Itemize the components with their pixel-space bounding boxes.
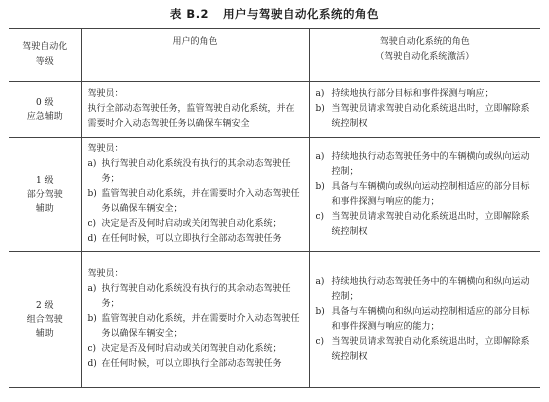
item-text: 执行驾驶自动化系统没有执行的其余动态驾驶任务； bbox=[101, 284, 291, 309]
system-role-item bbox=[316, 87, 535, 102]
user-role-cell bbox=[81, 82, 309, 138]
user-role-item bbox=[88, 157, 303, 187]
item-marker: a) bbox=[87, 284, 97, 294]
system-role-cell bbox=[309, 82, 540, 138]
table-number: 表 B.2 bbox=[169, 7, 210, 21]
header-user-role-text: 用户的角色 bbox=[172, 37, 218, 47]
item-text: 当驾驶员请求驾驶自动化系统退出时，立即解除系统控制权 bbox=[331, 104, 530, 129]
user-role-item bbox=[88, 357, 303, 372]
system-role-item bbox=[316, 210, 535, 240]
item-marker: a) bbox=[87, 159, 97, 169]
item-text: 当驾驶员请求驾驶自动化系统退出时，立即解除系统控制权 bbox=[331, 211, 530, 237]
table-row bbox=[9, 252, 540, 388]
system-role-item bbox=[316, 102, 535, 132]
system-role-item bbox=[316, 305, 535, 335]
user-role-cell bbox=[81, 138, 309, 252]
item-marker: b) bbox=[87, 314, 97, 324]
level-text: 辅助 bbox=[35, 203, 54, 214]
item-marker: a) bbox=[315, 276, 325, 287]
item-text: 执行驾驶自动化系统没有执行的其余动态驾驶任务； bbox=[101, 159, 291, 184]
level-text: 应急辅助 bbox=[26, 111, 63, 122]
item-marker: d) bbox=[87, 359, 97, 369]
level-cell bbox=[9, 82, 81, 138]
system-role-item bbox=[316, 335, 535, 365]
table-body bbox=[9, 82, 540, 388]
header-level bbox=[9, 29, 81, 82]
user-role-item bbox=[88, 312, 303, 342]
item-marker: c) bbox=[315, 336, 325, 347]
item-text: 持续地执行动态驾驶任务中的车辆横向和纵向运动控制； bbox=[331, 276, 530, 302]
header-system-role bbox=[309, 29, 540, 82]
system-role-item bbox=[316, 275, 535, 305]
roles-table bbox=[9, 28, 540, 388]
item-marker: b) bbox=[315, 306, 325, 317]
header-level-line-2: 等级 bbox=[35, 57, 54, 67]
item-text: 在任何时候，可以立即执行全部动态驾驶任务 bbox=[101, 234, 282, 244]
user-role-item bbox=[88, 187, 303, 217]
level-text: 部分驾驶 bbox=[26, 189, 63, 200]
table-row bbox=[9, 82, 540, 138]
system-role-cell bbox=[309, 138, 540, 252]
level-text: 0 级 bbox=[35, 97, 54, 108]
item-text: 监管驾驶自动化系统，并在需要时介入动态驾驶任务以确保车辆安全； bbox=[101, 189, 300, 214]
item-text: 持续地执行动态驾驶任务中的车辆横向或纵向运动控制； bbox=[331, 151, 530, 177]
header-user-role bbox=[81, 29, 309, 82]
header-level-line-1: 驾驶自动化 bbox=[22, 42, 68, 52]
user-role-item bbox=[88, 232, 303, 247]
level-text: 组合驾驶 bbox=[26, 314, 63, 325]
item-text: 具备与车辆横向或纵向运动控制相适应的部分目标和事件探测与响应的能力； bbox=[331, 181, 530, 207]
table-caption: 用户与驾驶自动化系统的角色 bbox=[223, 7, 380, 21]
system-role-item bbox=[316, 150, 535, 180]
header-system-line-2: （驾驶自动化系统激活） bbox=[375, 52, 475, 62]
table-title bbox=[0, 6, 549, 22]
item-marker: c) bbox=[87, 219, 97, 229]
item-marker: a) bbox=[315, 151, 325, 162]
level-cell bbox=[9, 138, 81, 252]
item-text: 持续地执行部分目标和事件探测与响应； bbox=[331, 89, 494, 99]
user-role-lead: 驾驶员： bbox=[87, 144, 124, 154]
item-marker: b) bbox=[315, 181, 325, 192]
item-marker: d) bbox=[87, 234, 97, 244]
user-role-lead: 驾驶员： bbox=[87, 269, 124, 279]
level-text: 辅助 bbox=[35, 328, 54, 339]
item-marker: b) bbox=[87, 189, 97, 199]
item-marker: a) bbox=[315, 89, 325, 99]
user-role-item bbox=[88, 282, 303, 312]
header-system-line-1: 驾驶自动化系统的角色 bbox=[379, 37, 470, 47]
item-text: 当驾驶员请求驾驶自动化系统退出时，立即解除系统控制权 bbox=[331, 336, 530, 362]
system-role-cell bbox=[309, 252, 540, 388]
item-marker: c) bbox=[315, 211, 325, 222]
user-role-lead: 驾驶员： bbox=[87, 89, 124, 99]
system-role-item bbox=[316, 180, 535, 210]
item-text: 具备与车辆横向和纵向运动控制相适应的部分目标和事件探测与响应的能力； bbox=[331, 306, 530, 332]
item-text: 监管驾驶自动化系统，并在需要时介入动态驾驶任务以确保车辆安全； bbox=[101, 314, 300, 339]
user-role-text: 执行全部动态驾驶任务，监管驾驶自动化系统，并在需要时介入动态驾驶任务以确保车辆安全 bbox=[87, 104, 295, 129]
item-marker: c) bbox=[87, 344, 97, 354]
user-role-item bbox=[88, 342, 303, 357]
item-text: 在任何时候，可以立即执行全部动态驾驶任务 bbox=[101, 359, 282, 369]
level-text: 1 级 bbox=[35, 175, 54, 186]
item-text: 决定是否及何时启动或关闭驾驶自动化系统； bbox=[101, 344, 282, 354]
level-cell bbox=[9, 252, 81, 388]
level-text: 2 级 bbox=[35, 300, 54, 311]
user-role-cell bbox=[81, 252, 309, 388]
item-text: 决定是否及何时启动或关闭驾驶自动化系统； bbox=[101, 219, 282, 229]
user-role-item bbox=[88, 217, 303, 232]
item-marker: b) bbox=[315, 104, 325, 114]
header-row bbox=[9, 29, 540, 82]
table-row bbox=[9, 138, 540, 252]
